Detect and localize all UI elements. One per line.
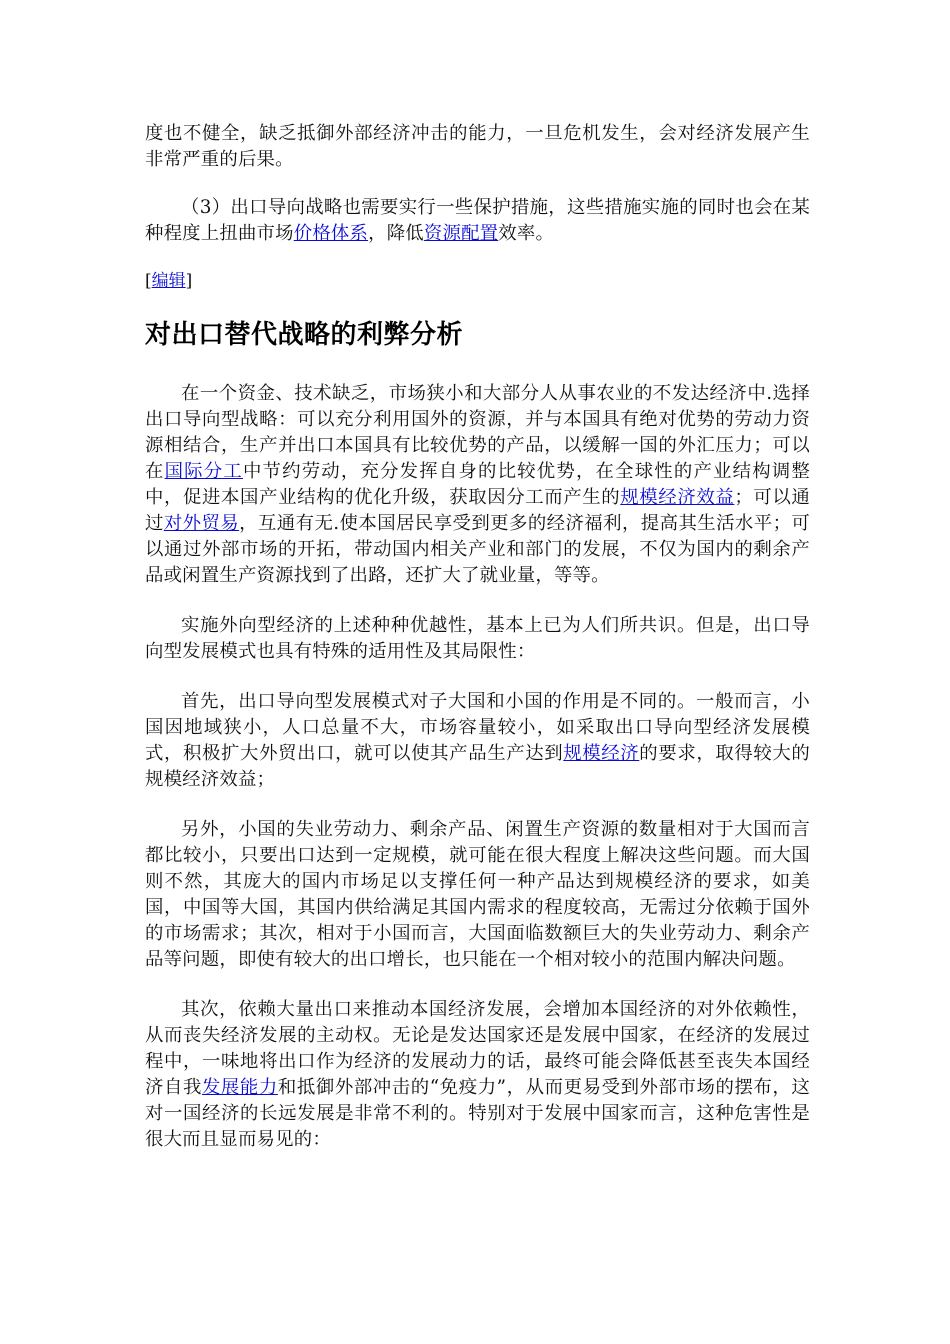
paragraph-text: 中节约劳动，充分发挥自身的比较优势，在全球性的产业结构调整中，促进本国产业结构的优化升级，获取因分工而产生的	[145, 461, 810, 508]
paragraph-small-vs-large	[145, 817, 810, 973]
paragraph-text: ，降低	[368, 223, 424, 244]
paragraph-protection-measures	[145, 195, 810, 247]
paragraph-first-point	[145, 689, 810, 793]
document-page	[145, 121, 810, 1153]
bracket-close: ]	[185, 271, 193, 291]
link-price-system[interactable]: 价格体系	[293, 223, 369, 244]
paragraph-text: 效率。	[498, 223, 555, 244]
paragraph-text: 和抵御外部冲击的“免疫力”，从而更易受到外部市场的摆布，这对一国经济的长远发展是非常不利的。特别对于发展中国家而言，这种危害性是很大而且显而易见的：	[145, 1077, 810, 1150]
bracket-open: [	[145, 271, 152, 291]
paragraph-text: 的要求，取得较大的规模经济效益；	[145, 743, 810, 790]
link-foreign-trade[interactable]: 对外贸易	[163, 513, 240, 534]
edit-section	[145, 269, 810, 293]
paragraph-continuation	[145, 121, 810, 173]
link-international-division-of-labor[interactable]: 国际分工	[164, 461, 243, 482]
paragraph-text: ；可以通过	[145, 487, 810, 534]
paragraph-text: 在一个资金、技术缺乏，市场狭小和大部分人从事农业的不发达经济中.选择出口导向型战略：可以充分利用国外的资源，并与本国具有绝对优势的劳动力资源相结合，生产并出口本国具有比较优势的产品，以缓解一国的外汇压力；可以在	[145, 383, 810, 482]
paragraph-text: 实施外向型经济的上述种种优越性，基本上已为人们所共识。但是，出口导向型发展模式也具有特殊的适用性及其局限性：	[145, 615, 810, 662]
paragraph-limitations-intro	[145, 613, 810, 665]
paragraph-text: 其次，依赖大量出口来推动本国经济发展，会增加本国经济的对外依赖性，从而丧失经济发展的主动权。无论是发达国家还是发展中国家，在经济的发展过程中，一味地将出口作为经济的发展动力的话，最终可能会降低甚至丧失本国经济自我	[145, 999, 810, 1098]
paragraph-text: 度也不健全，缺乏抵御外部经济冲击的能力，一旦危机发生，会对经济发展产生非常严重的后果。	[145, 123, 810, 170]
paragraph-text: 另外，小国的失业劳动力、剩余产品、闲置生产资源的数量相对于大国而言都比较小，只要出口达到一定规模，就可能在很大程度上解决这些问题。而大国则不然，其庞大的国内市场足以支撑任何一种产品达到规模经济的要求，如美国，中国等大国，其国内供给满足其国内需求的程度较高，无需过分依赖于国外的市场需求；其次，相对于小国而言，大国面临数额巨大的失业劳动力、剩余产品等问题，即使有较大的出口增长，也只能在一个相对较小的范围内解决问题。	[145, 819, 810, 970]
paragraph-dependency	[145, 997, 810, 1153]
link-resource-allocation[interactable]: 资源配置	[423, 223, 499, 244]
section-heading: 对出口替代战略的利弊分析	[145, 320, 464, 350]
paragraph-text: （3）出口导向战略也需要实行一些保护措施，这些措施实施的同时也会在某种程度上扭曲市场	[145, 197, 810, 244]
link-economies-of-scale-benefit[interactable]: 规模经济效益	[620, 487, 735, 508]
edit-link[interactable]: 编辑	[151, 271, 186, 291]
paragraph-advantages	[145, 381, 810, 589]
link-economies-of-scale[interactable]: 规模经济	[563, 743, 640, 764]
paragraph-text: 首先，出口导向型发展模式对子大国和小国的作用是不同的。一般而言，小国因地域狭小，人口总量不大，市场容量较小，如采取出口导向型经济发展模式，积极扩大外贸出口，就可以使其产品生产达到	[145, 691, 810, 764]
link-development-capacity[interactable]: 发展能力	[201, 1077, 278, 1098]
paragraph-text: ，互通有无.使本国居民享受到更多的经济福利，提高其生活水平；可以通过外部市场的开拓，带动国内相关产业和部门的发展，不仅为国内的剩余产品或闲置生产资源找到了出路，还扩大了就业量，等等。	[145, 513, 810, 586]
